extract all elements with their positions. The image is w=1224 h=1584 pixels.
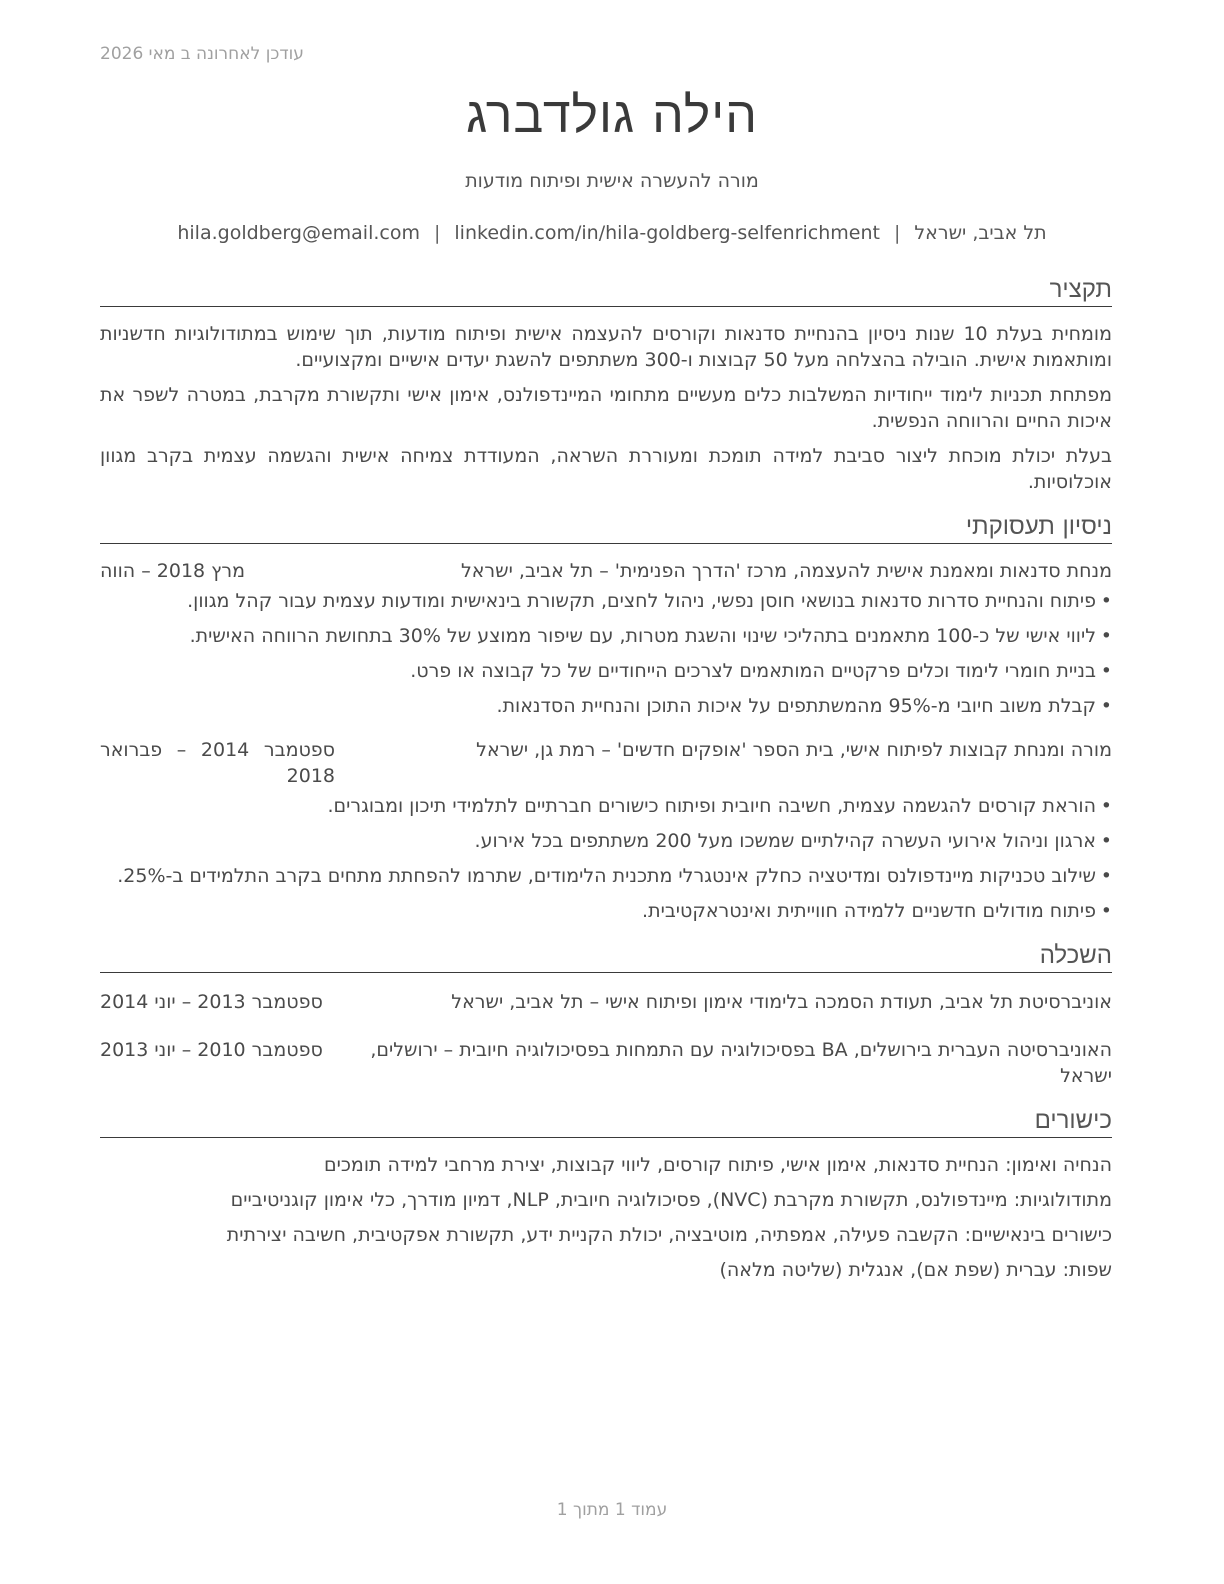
section-title-skills: כישורים — [100, 1103, 1112, 1138]
contact-separator: | — [433, 222, 441, 244]
job-role: מורה ומנחת קבוצות לפיתוח אישי, בית הספר 'אופקים חדשים' – רמת גן, ישראל — [476, 739, 1112, 761]
job-date: ספטמבר 2014 – פברואר 2018 — [100, 739, 336, 787]
job-entry — [100, 737, 1112, 924]
education-date: ספטמבר 2013 – יוני 2014 — [100, 991, 323, 1013]
contact-location: תל אביב, ישראל — [914, 222, 1047, 244]
candidate-title: מורה להעשרה אישית ופיתוח מודעות — [465, 170, 759, 192]
education-school: אוניברסיטת תל אביב, תעודת הסמכה בלימודי אימון ופיתוח אישי – תל אביב, ישראל — [451, 991, 1112, 1013]
contact-separator: | — [893, 222, 901, 244]
candidate-name: הילה גולדברג — [466, 86, 758, 144]
education-entry — [100, 989, 1112, 1015]
job-bullet: • הוראת קורסים להגשמה עצמית, חשיבה חיובית ופיתוח כישורים חברתיים לתלמידי תיכון ומבוגרים. — [100, 793, 1112, 819]
job-bullet: • ליווי אישי של כ-100 מתאמנים בתהליכי שינוי והשגת מטרות, עם שיפור ממוצע של 30% בתחושת הרווחה האישית. — [100, 623, 1112, 649]
section-title-summary: תקציר — [100, 272, 1112, 307]
job-bullet: • שילוב טכניקות מיינדפולנס ומדיטציה כחלק אינטגרלי מתכנית הלימודים, שתרמו להפחתת מתחים בקרב התלמידים ב-25%. — [100, 863, 1112, 889]
skills-section — [100, 1152, 1112, 1283]
job-bullet: • בניית חומרי לימוד וכלים פרקטיים המותאמים לצרכים הייחודיים של כל קבוצה או פרט. — [100, 658, 1112, 684]
contact-linkedin[interactable]: linkedin.com/in/hila-goldberg-selfenrichment — [454, 222, 880, 244]
job-bullet: • ארגון וניהול אירועי העשרה קהילתיים שמשכו מעל 200 משתתפים בכל אירוע. — [100, 828, 1112, 854]
education-date: ספטמבר 2010 – יוני 2013 — [100, 1039, 323, 1061]
summary-paragraph: בעלת יכולת מוכחת ליצור סביבת למידה תומכת ומעוררת השראה, המעודדת צמיחה אישית והגשמה עצמית בקרב מגוון אוכלוסיות. — [100, 445, 1112, 493]
job-role: מנחת סדנאות ומאמנת אישית להעצמה, מרכז 'הדרך הפנימית' – תל אביב, ישראל — [460, 560, 1112, 582]
job-bullet: • פיתוח מודולים חדשניים ללמידה חווייתית ואינטראקטיבית. — [100, 898, 1112, 924]
contact-line — [0, 222, 1224, 244]
job-date: מרץ 2018 – הווה — [100, 560, 246, 582]
skill-line: מתודולוגיות: מיינדפולנס, תקשורת מקרבת (NVC), פסיכולוגיה חיובית, NLP, דמיון מודרך, כלי אימון קוגניטיביים — [230, 1189, 1112, 1211]
job-bullet: • פיתוח והנחיית סדרות סדנאות בנושאי חוסן נפשי, ניהול לחצים, תקשורת בינאישית ומודעות עצמית עבור קהל מגוון. — [100, 588, 1112, 614]
section-title-experience: ניסיון תעסוקתי — [100, 509, 1112, 544]
skill-line: הנחיה ואימון: הנחיית סדנאות, אימון אישי, פיתוח קורסים, ליווי קבוצות, יצירת מרחבי למידה תומכים — [324, 1154, 1112, 1176]
contact-email[interactable]: hila.goldberg@email.com — [177, 222, 420, 244]
skill-line: כישורים בינאישיים: הקשבה פעילה, אמפתיה, מוטיבציה, יכולת הקניית ידע, תקשורת אפקטיבית, חשיבה יצירתית — [226, 1224, 1112, 1246]
summary-section — [100, 321, 1112, 495]
last-updated-note: עודכן לאחרונה ב מאי 2026 — [100, 44, 304, 64]
skill-line: שפות: עברית (שפת אם), אנגלית (שליטה מלאה) — [719, 1259, 1112, 1281]
summary-paragraph: מפתחת תכניות לימוד ייחודיות המשלבות כלים מעשיים מתחומי המיינדפולנס, אימון אישי ותקשורת מקרבת, במטרה לשפר את איכות החיים והרווחה הנפשית. — [100, 384, 1112, 432]
page-number: עמוד 1 מתוך 1 — [556, 1500, 668, 1520]
education-school: האוניברסיטה העברית בירושלים, BA בפסיכולוגיה עם התמחות בפסיכולוגיה חיובית – ירושלים, ישראל — [370, 1039, 1112, 1087]
section-title-education: השכלה — [100, 938, 1112, 973]
job-entry — [100, 558, 1112, 719]
job-bullet: • קבלת משוב חיובי מ-95% מהמשתתפים על איכות התוכן והנחיית הסדנאות. — [100, 693, 1112, 719]
education-entry — [100, 1037, 1112, 1089]
summary-paragraph: מומחית בעלת 10 שנות ניסיון בהנחיית סדנאות וקורסים להעצמה אישית ופיתוח מודעות, תוך שימוש במתודולוגיות חדשניות ומותאמות אישית. הובילה בהצלחה מעל 50 קבוצות ו-300 משתתפים להשגת יעדים אישיים ומקצועיים. — [100, 323, 1112, 371]
resume-body — [100, 272, 1112, 1283]
